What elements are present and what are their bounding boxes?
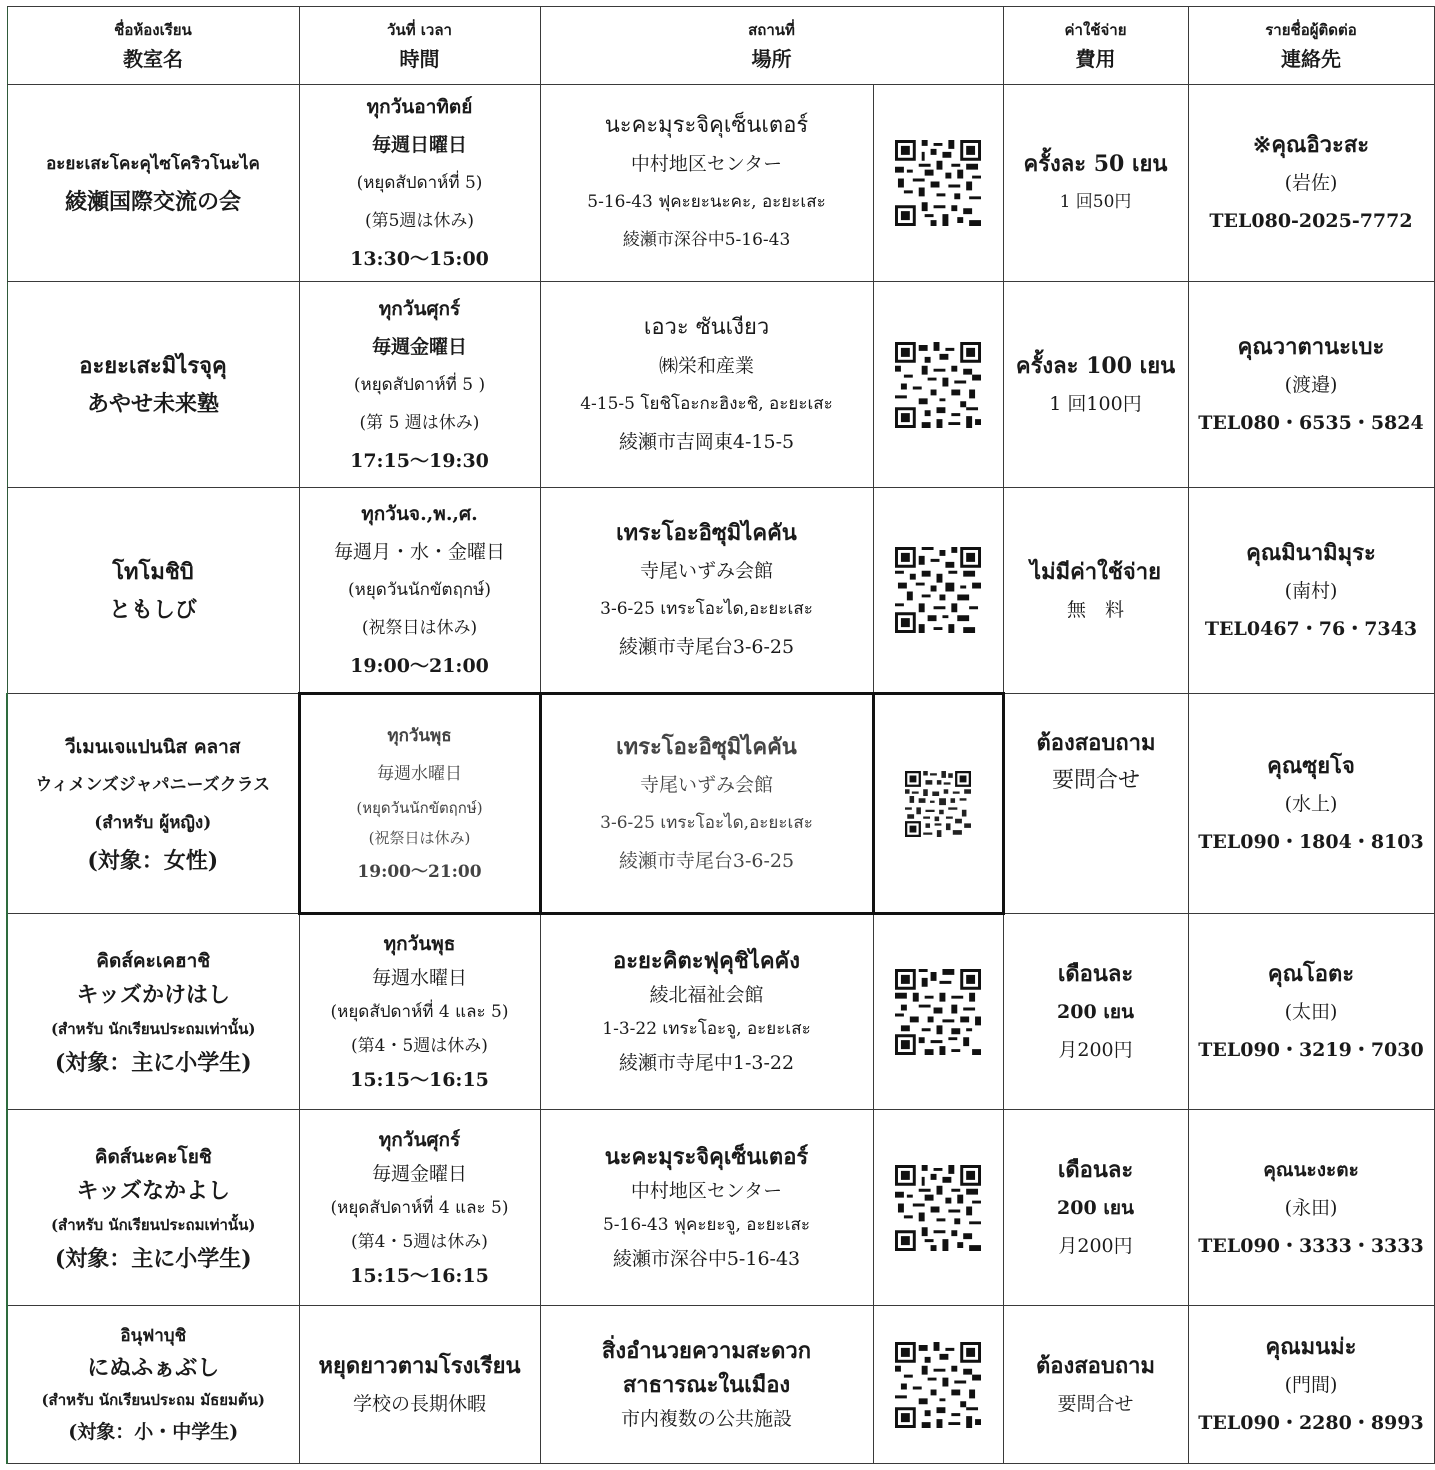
header-th: ค่าใช้จ่าย: [1064, 20, 1127, 39]
fee-thai: ครั้งละ 50 เยน: [1023, 151, 1168, 177]
time-cell: [299, 1306, 540, 1464]
place-jp: 市内複数の公共施設: [620, 1407, 792, 1430]
class-name-cell: [7, 694, 299, 914]
day-thai: ทุกวันพุธ: [387, 725, 452, 746]
qr-cell: [873, 1306, 1003, 1464]
place-cell: [540, 1110, 873, 1306]
class-name-cell: [7, 914, 299, 1110]
target-thai: (สำหรับ ผู้หญิง): [94, 812, 212, 833]
class-name-thai: อินุฟาบุชิ: [120, 1325, 187, 1346]
time-cell: [299, 488, 540, 694]
time-cell: [299, 85, 540, 282]
place-cell: [540, 1306, 873, 1464]
time-range: 15:15〜16:15: [350, 1069, 489, 1091]
contact-cell: [1188, 1110, 1434, 1306]
class-name-cell: [7, 85, 299, 282]
day-jp: 毎週月・水・金曜日: [333, 541, 505, 563]
contact-name: คุณมนม่ะ: [1265, 1333, 1357, 1360]
place-thai: นะคะมุระจิคุเซ็นเตอร์: [604, 113, 809, 138]
class-name-cell: [7, 282, 299, 488]
address-thai: 5-16-43 ฟุคะยะนะคะ, อะยะเสะ: [587, 192, 826, 212]
contact-name: คุณวาตานะเบะ: [1237, 333, 1385, 360]
fee-jp: 1 回50円: [1059, 192, 1132, 212]
target-thai: (สำหรับ นักเรียนประถม มัธยมต้น): [41, 1390, 266, 1409]
qr-cell: [873, 1110, 1003, 1306]
class-name-cell: [7, 488, 299, 694]
day-jp: 毎週金曜日: [371, 335, 467, 358]
qr-cell: [873, 694, 1003, 914]
fee-cell: [1003, 1110, 1188, 1306]
day-thai: ทุกวันพุธ: [383, 933, 456, 955]
header-class-name: [7, 7, 299, 85]
table-row: [7, 85, 1434, 282]
time-range: 13:30〜15:00: [350, 248, 489, 270]
place-thai: นะคะมุระจิคุเซ็นเตอร์: [604, 1143, 809, 1170]
class-name-cell: [7, 1306, 299, 1464]
class-name-thai: อะยะเสะโคะคุไซโคริวโนะไค: [46, 154, 260, 174]
place-cell: [540, 694, 873, 914]
fee-thai-amount: 200 เยน: [1057, 1196, 1134, 1219]
contact-cell: [1188, 282, 1434, 488]
place-thai-2: สาธารณะในเมือง: [622, 1371, 791, 1398]
contact-cell: [1188, 694, 1434, 914]
place-thai: เอวะ ซันเงียว: [643, 314, 770, 340]
fee-jp: 1 回100円: [1049, 392, 1142, 415]
contact-phone: TEL0467・76・7343: [1204, 617, 1418, 640]
time-cell: [299, 282, 540, 488]
place-jp: 寺尾いずみ会館: [639, 560, 773, 582]
qr-cell: [873, 488, 1003, 694]
address-jp: 綾瀬市深谷中5-16-43: [612, 1247, 801, 1270]
qr-code-icon[interactable]: [905, 771, 971, 837]
header-jp: 連絡先: [1281, 46, 1341, 71]
place-cell: [540, 282, 873, 488]
fee-thai: ต้องสอบถาม: [1036, 730, 1156, 756]
contact-cell: [1188, 1306, 1434, 1464]
fee-jp: 月200円: [1058, 1234, 1133, 1257]
contact-name: คุณซุยโจ: [1267, 752, 1355, 779]
holiday-jp: (第 5 週は休み): [359, 412, 480, 433]
address-jp: 綾瀬市吉岡東4-15-5: [618, 430, 795, 453]
table-row: [7, 694, 1434, 914]
fee-jp: 無 料: [1066, 598, 1124, 621]
target-jp: (対象：女性): [87, 847, 219, 874]
contact-phone: TEL090・2280・8993: [1198, 1411, 1424, 1434]
address-thai: 1-3-22 เทระโอะจู, อะยะเสะ: [602, 1019, 811, 1039]
class-name-thai: คิดส์คะเคฮาชิ: [96, 949, 211, 972]
place-thai: เทระโอะอิซุมิไคคัน: [616, 520, 797, 546]
day-thai: ทุกวันอาทิตย์: [366, 96, 473, 118]
place-cell: [540, 488, 873, 694]
fee-thai: ต้องสอบถาม: [1035, 1352, 1156, 1379]
class-name-thai: อะยะเสะมิไรจุคุ: [79, 352, 227, 379]
table-row: [7, 282, 1434, 488]
fee-cell: [1003, 1306, 1188, 1464]
holiday-thai: (หยุดสัปดาห์ที่ 5 ): [353, 374, 486, 395]
header-th: รายชื่อผู้ติดต่อ: [1265, 20, 1357, 39]
target-thai: (สำหรับ นักเรียนประถมเท่านั้น): [50, 1215, 256, 1234]
fee-cell: [1003, 914, 1188, 1110]
class-name-jp: キッズなかよし: [76, 1177, 231, 1204]
class-name-jp: 綾瀬国際交流の会: [64, 189, 241, 215]
class-name-jp: あやせ未来塾: [86, 390, 219, 417]
contact-kanji: (永田): [1284, 1196, 1338, 1219]
time-range: 15:15〜16:15: [350, 1264, 489, 1287]
time-cell: [299, 914, 540, 1110]
fee-thai: ไม่มีค่าใช้จ่าย: [1030, 558, 1161, 585]
qr-code-icon[interactable]: [895, 969, 981, 1055]
contact-phone: TEL080-2025-7772: [1209, 210, 1413, 232]
table-row: [7, 1306, 1434, 1464]
qr-code-icon[interactable]: [895, 342, 981, 428]
header-time: [299, 7, 540, 85]
contact-name: ※คุณอิวะสะ: [1252, 132, 1370, 158]
contact-kanji: (渡邉): [1284, 373, 1338, 396]
contact-cell: [1188, 914, 1434, 1110]
qr-code-icon[interactable]: [895, 140, 981, 226]
place-jp: 綾北福祉会館: [649, 984, 764, 1006]
day-jp: 毎週水曜日: [377, 763, 462, 784]
holiday-jp: (第5週は休み): [364, 211, 475, 231]
class-name-jp: キッズかけはし: [76, 981, 231, 1008]
place-thai: อะยะคิตะฟุคุชิไคคัง: [612, 948, 801, 974]
place-jp: 中村地区センター: [630, 1179, 783, 1202]
header-th: สถานที่: [748, 20, 795, 39]
day-thai: ทุกวันศุกร์: [378, 1128, 461, 1151]
fee-jp: 要問合せ: [1057, 1392, 1134, 1415]
table-row: [7, 914, 1434, 1110]
target-thai: (สำหรับ นักเรียนประถมเท่านั้น): [50, 1019, 256, 1038]
time-range: 17:15〜19:30: [350, 449, 489, 472]
day-jp: 学校の長期休暇: [352, 1392, 486, 1415]
contact-cell: [1188, 85, 1434, 282]
address-jp: 綾瀬市寺尾台3-6-25: [618, 849, 795, 872]
class-name-jp: ウィメンズジャパニーズクラス: [35, 774, 271, 795]
place-cell: [540, 85, 873, 282]
table-row: [7, 488, 1434, 694]
qr-code-icon[interactable]: [895, 547, 981, 633]
target-jp: (対象：小・中学生): [68, 1420, 239, 1443]
class-name-thai: คิดส์นะคะโยชิ: [94, 1145, 212, 1168]
holiday-thai: (หยุดวันนักขัตฤกษ์): [356, 798, 483, 817]
holiday-jp: (第4・5週は休み): [351, 1036, 488, 1056]
class-name-jp: ともしび: [108, 596, 197, 623]
place-thai: เทระโอะอิซุมิไคคัน: [616, 733, 797, 760]
contact-name: คุณมินามิมุระ: [1246, 539, 1376, 566]
time-range: 19:00〜21:00: [350, 655, 489, 677]
header-jp: 費用: [1075, 46, 1116, 71]
holiday-jp: (祝祭日は休み): [368, 828, 471, 847]
table-row: [7, 1110, 1434, 1306]
fee-thai-amount: 200 เยน: [1057, 1000, 1134, 1023]
fee-cell: [1003, 694, 1188, 914]
contact-name: คุณนะงะตะ: [1263, 1158, 1359, 1181]
address-jp: 綾瀬市寺尾台3-6-25: [618, 636, 795, 658]
time-cell: [299, 1110, 540, 1306]
contact-kanji: (太田): [1284, 1000, 1338, 1023]
address-thai: 3-6-25 เทระโอะได,อะยะเสะ: [600, 812, 813, 833]
holiday-thai: (หยุดวันนักขัตฤกษ์): [347, 580, 491, 600]
address-thai: 4-15-5 โยชิโอะกะฮิงะชิ, อะยะเสะ: [580, 393, 833, 414]
header-th: ชื่อห้องเรียน: [114, 20, 192, 39]
fee-thai: เดือนละ: [1057, 960, 1134, 987]
day-thai: หยุดยาวตามโรงเรียน: [318, 1352, 521, 1379]
class-name-cell: [7, 1110, 299, 1306]
qr-code-icon[interactable]: [895, 1165, 981, 1251]
qr-cell: [873, 914, 1003, 1110]
fee-thai: ครั้งละ 100 เยน: [1015, 352, 1176, 379]
contact-phone: TEL090・1804・8103: [1198, 830, 1424, 853]
qr-cell: [873, 282, 1003, 488]
target-jp: (対象：主に小学生): [54, 1049, 252, 1076]
class-name-thai: วีเมนเจแปนนิส คลาส: [65, 735, 241, 758]
contact-phone: TEL090・3333・3333: [1198, 1234, 1424, 1257]
class-name-thai: โทโมชิบิ: [112, 558, 194, 585]
header-place: [540, 7, 1003, 85]
address-jp: 綾瀬市深谷中5-16-43: [622, 230, 791, 250]
address-thai: 3-6-25 เทระโอะได,อะยะเสะ: [600, 599, 813, 619]
contact-kanji: (岩佐): [1284, 172, 1338, 194]
day-jp: 毎週金曜日: [371, 1162, 467, 1185]
qr-code-icon[interactable]: [895, 1342, 981, 1428]
holiday-jp: (祝祭日は休み): [361, 618, 478, 638]
day-jp: 毎週水曜日: [371, 967, 467, 989]
place-jp: 中村地区センター: [630, 153, 783, 175]
day-jp: 毎週日曜日: [371, 134, 467, 156]
class-name-jp: にぬふぁぶし: [87, 1354, 220, 1381]
header-jp: 場所: [751, 46, 792, 71]
fee-cell: [1003, 282, 1188, 488]
holiday-thai: (หยุดสัปดาห์ที่ 4 และ 5): [330, 1002, 509, 1022]
fee-jp: 月200円: [1058, 1038, 1133, 1061]
fee-thai: เดือนละ: [1057, 1156, 1134, 1183]
contact-cell: [1188, 488, 1434, 694]
header-jp: 時間: [399, 46, 440, 71]
contact-kanji: (水上): [1284, 792, 1338, 815]
header-fee: [1003, 7, 1188, 85]
address-thai: 5-16-43 ฟุคะยะจู, อะยะเสะ: [602, 1214, 811, 1235]
place-jp: 寺尾いずみ会館: [639, 773, 773, 796]
fee-jp: 要問合せ: [1051, 768, 1140, 793]
holiday-jp: (第4・5週は休み): [351, 1231, 488, 1252]
header-row: [7, 7, 1434, 85]
contact-kanji: (南村): [1284, 579, 1338, 602]
holiday-thai: (หยุดสัปดาห์ที่ 4 และ 5): [330, 1197, 509, 1218]
time-range: 19:00〜21:00: [357, 861, 482, 882]
contact-kanji: (門間): [1284, 1373, 1338, 1396]
fee-cell: [1003, 85, 1188, 282]
class-schedule-table: [6, 6, 1435, 1464]
time-cell: [299, 694, 540, 914]
day-thai: ทุกวันจ.,พ.,ศ.: [361, 503, 478, 525]
contact-name: คุณโอตะ: [1267, 960, 1355, 987]
fee-cell: [1003, 488, 1188, 694]
target-jp: (対象：主に小学生): [54, 1245, 252, 1272]
qr-cell: [873, 85, 1003, 282]
contact-phone: TEL090・3219・7030: [1198, 1038, 1424, 1061]
contact-phone: TEL080・6535・5824: [1198, 411, 1424, 434]
place-thai: สิ่งอำนวยความสะดวก: [601, 1337, 812, 1364]
place-cell: [540, 914, 873, 1110]
holiday-thai: (หยุดสัปดาห์ที่ 5): [356, 173, 483, 193]
place-jp: ㈱栄和産業: [658, 354, 754, 377]
address-jp: 綾瀬市寺尾中1-3-22: [618, 1052, 795, 1074]
day-thai: ทุกวันศุกร์: [378, 297, 461, 320]
header-th: วันที่ เวลา: [387, 20, 452, 39]
header-contact: [1188, 7, 1434, 85]
header-jp: 教室名: [123, 46, 183, 71]
